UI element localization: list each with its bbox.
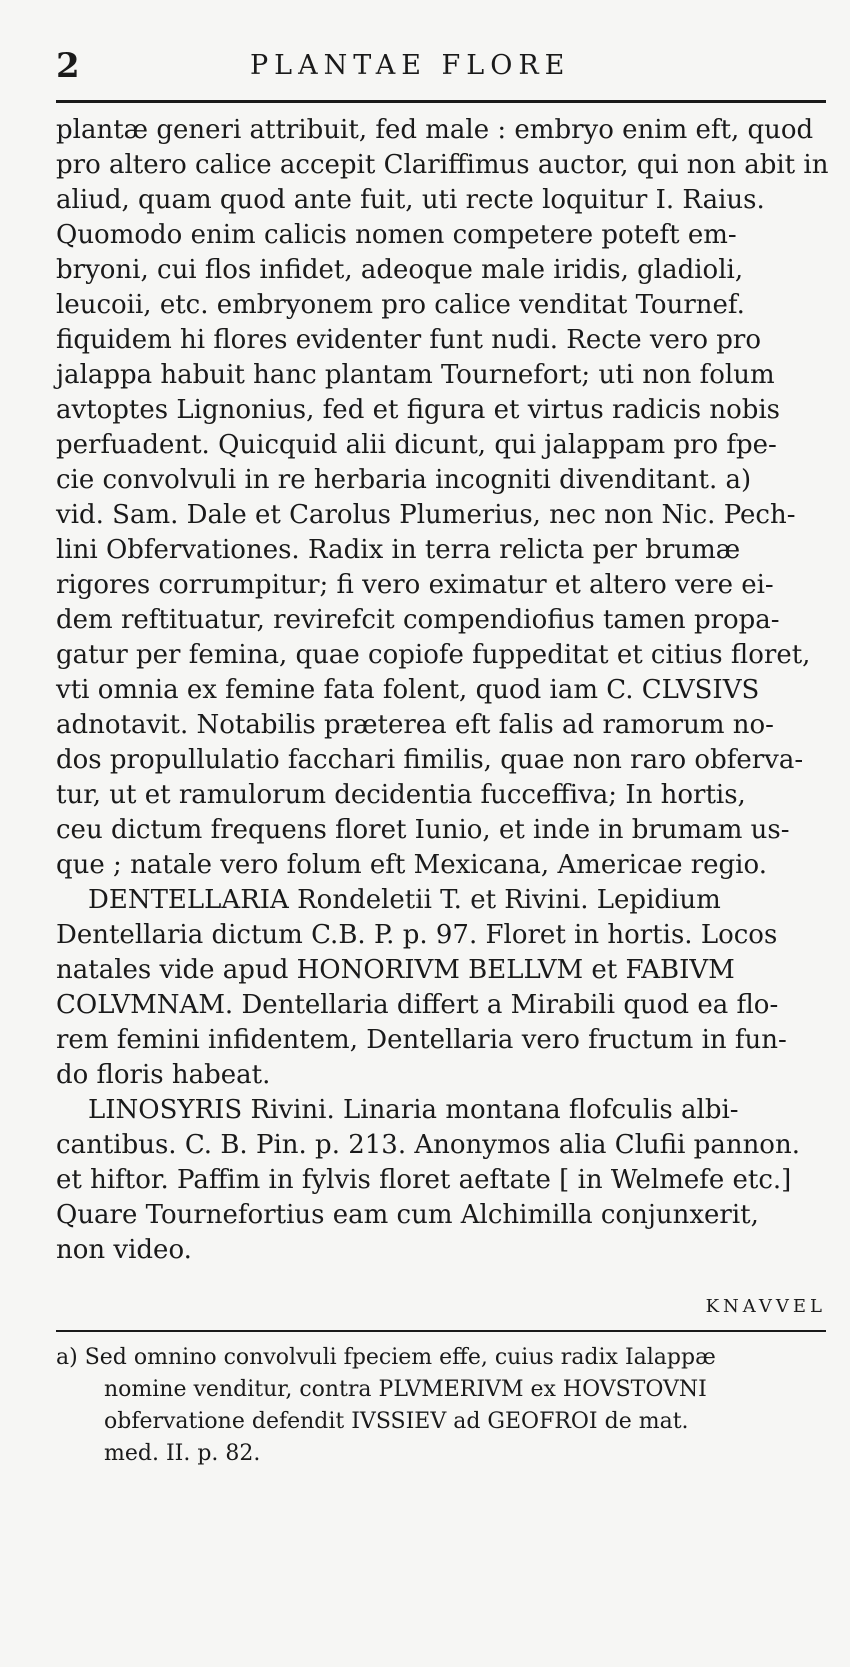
text-line: tur, ut et ramulorum decidentia fucceffiva; In hortis, bbox=[56, 780, 746, 810]
page-number: 2 bbox=[56, 46, 80, 86]
text-line: dem reftituatur, revirefcit compendiofius tamen propa- bbox=[56, 605, 780, 635]
text-line: plantæ generi attribuit, fed male : embryo enim eft, quod bbox=[56, 115, 814, 145]
text-line: do floris habeat. bbox=[56, 1060, 271, 1090]
text-line: bryoni, cui flos infidet, adeoque male iridis, gladioli, bbox=[56, 255, 744, 285]
text-line: que ; natale vero folum eft Mexicana, Americae regio. bbox=[56, 850, 767, 880]
text-line: non video. bbox=[56, 1235, 192, 1265]
text-line: dos propullulatio facchari fimilis, quae non raro obferva- bbox=[56, 745, 804, 775]
body-text bbox=[56, 113, 829, 1268]
text-line: Quomodo enim calicis nomen competere poteft em- bbox=[56, 220, 737, 250]
text-line: rem femini infidentem, Dentellaria vero fructum in fun- bbox=[56, 1025, 787, 1055]
text-line: ceu dictum frequens floret Iunio, et inde in brumam us- bbox=[56, 815, 790, 845]
text-line: perfuadent. Quicquid alii dicunt, qui jalappam pro fpe- bbox=[56, 430, 777, 460]
text-line: jalappa habuit hanc plantam Tournefort; uti non folum bbox=[56, 360, 775, 390]
text-line: Dentellaria dictum C.B. P. p. 97. Floret in hortis. Locos bbox=[56, 920, 778, 950]
text-line: vid. Sam. Dale et Carolus Plumerius, nec non Nic. Pech- bbox=[56, 500, 796, 530]
text-line: COLVMNAM. Dentellaria differt a Mirabili quod ea flo- bbox=[56, 990, 779, 1020]
footnote-line: obfervatione defendit IVSSIEV ad GEOFROI de mat. bbox=[104, 1409, 689, 1434]
book-page bbox=[56, 40, 829, 1640]
text-line: vti omnia ex femine fata folent, quod iam C. CLVSIVS bbox=[56, 675, 760, 705]
text-line: adnotavit. Notabilis præterea eft falis ad ramorum no- bbox=[56, 710, 774, 740]
footnote bbox=[56, 1342, 826, 1470]
text-line: DENTELLARIA Rondeletii T. et Rivini. Lepidium bbox=[88, 885, 721, 915]
page-header bbox=[56, 40, 826, 92]
running-title: PLANTAE FLORE bbox=[250, 50, 571, 81]
footnote-rule bbox=[56, 1330, 826, 1332]
text-line: cantibus. C. B. Pin. p. 213. Anonymos alia Clufii pannon. bbox=[56, 1130, 800, 1160]
footnote-line: a) Sed omnino convolvuli fpeciem effe, cuius radix Ialappæ bbox=[56, 1345, 716, 1370]
text-line: lini Obfervationes. Radix in terra relicta per brumæ bbox=[56, 535, 741, 565]
text-line: cie convolvuli in re herbaria incogniti divenditant. a) bbox=[56, 465, 752, 495]
text-line: avtoptes Lignonius, fed et figura et virtus radicis nobis bbox=[56, 395, 781, 425]
text-line: Quare Tournefortius eam cum Alchimilla conjunxerit, bbox=[56, 1200, 759, 1230]
footnote-line: nomine venditur, contra PLVMERIVM ex HOVSTOVNI bbox=[104, 1377, 707, 1402]
footnote-line: med. II. p. 82. bbox=[104, 1441, 261, 1466]
text-line: LINOSYRIS Rivini. Linaria montana flofculis albi- bbox=[88, 1095, 739, 1125]
text-line: aliud, quam quod ante fuit, uti recte loquitur I. Raius. bbox=[56, 185, 765, 215]
text-line: et hiftor. Paffim in fylvis floret aeftate [ in Welmefe etc.] bbox=[56, 1165, 792, 1195]
text-line: natales vide apud HONORIVM BELLVM et FABIVM bbox=[56, 955, 735, 985]
text-line: leucoii, etc. embryonem pro calice venditat Tournef. bbox=[56, 290, 745, 320]
header-rule bbox=[56, 100, 826, 103]
text-line: rigores corrumpitur; fi vero eximatur et altero vere ei- bbox=[56, 570, 774, 600]
text-line: fiquidem hi flores evidenter funt nudi. Recte vero pro bbox=[56, 325, 762, 355]
catchword: KNAVVEL bbox=[705, 1296, 826, 1317]
text-line: gatur per femina, quae copiofe fuppeditat et citius floret, bbox=[56, 640, 811, 670]
text-line: pro altero calice accepit Clariffimus auctor, qui non abit in bbox=[56, 150, 829, 180]
